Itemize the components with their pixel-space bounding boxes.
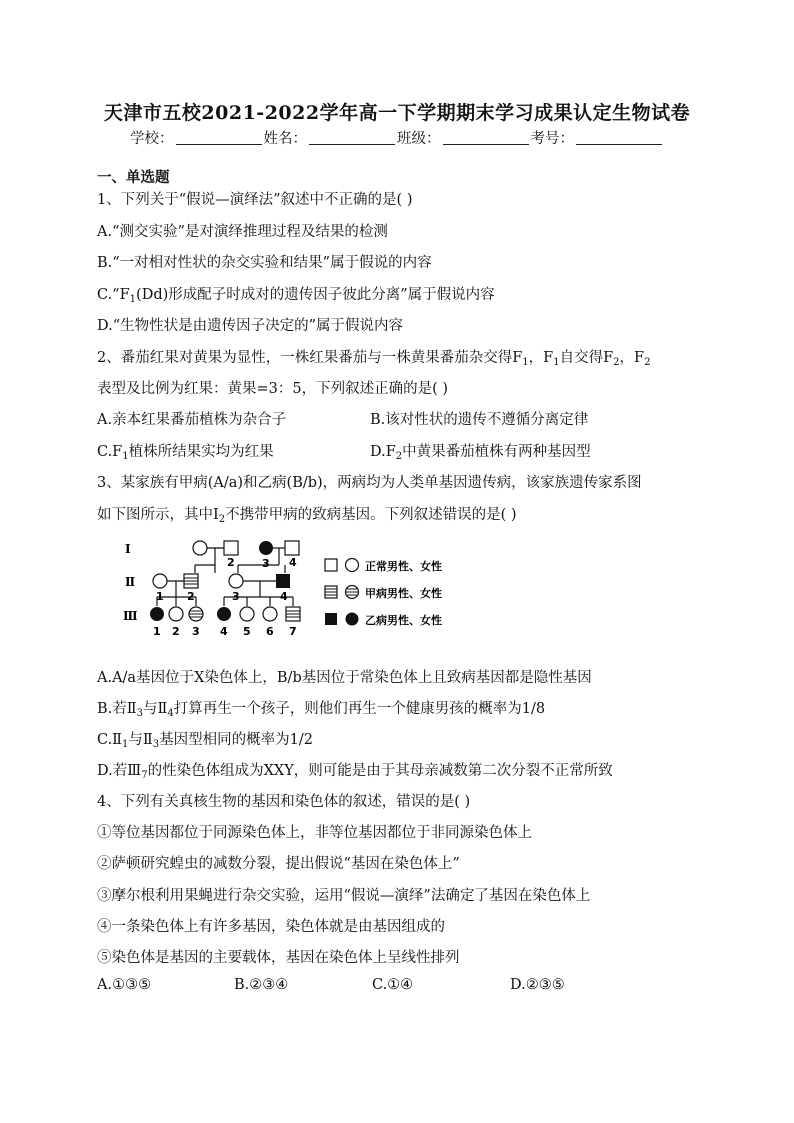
page-title: 天津市五校2021-2022学年高一下学期期末学习成果认定生物试卷: [103, 102, 691, 124]
pedigree-number: 1: [156, 590, 164, 603]
q3-c-text: 与Ⅱ: [128, 732, 153, 748]
q2-stem-text: ，F: [528, 350, 554, 366]
pedigree-disease-b-male: [276, 574, 290, 588]
q4-statement-4: ④一条染色体上有许多基因，染色体就是由基因组成的: [97, 919, 445, 935]
legend-disease-b-label: 乙病男性、女性: [365, 614, 442, 627]
q3-b-text: 与Ⅱ: [143, 701, 168, 717]
gen-label-2: Ⅱ: [125, 575, 136, 589]
class-blank[interactable]: [443, 130, 529, 145]
q2-c-text: C.F: [97, 444, 123, 460]
q1-stem: 1、下列关于“假说—演绎法”叙述中不正确的是( ): [97, 192, 413, 208]
q4-option-a[interactable]: A.①③⑤: [97, 977, 152, 993]
q2-option-a[interactable]: A.亲本红果番茄植株为杂合子: [97, 412, 287, 428]
legend-normal-female: [346, 559, 359, 572]
pedigree-disease-b-female: [150, 607, 164, 621]
q3-c-sub: 1: [122, 739, 129, 750]
q1-option-a[interactable]: A.“测交实验”是对演绎推理过程及结果的检测: [97, 224, 388, 240]
pedigree-disease-b-female: [259, 541, 273, 555]
student-info-line: [0, 127, 794, 148]
pedigree-number: 7: [289, 625, 297, 638]
class-label: 班级：: [397, 131, 441, 147]
q2-d-text-2: 中黄果番茄植株有两种基因型: [402, 444, 591, 460]
pedigree-normal-male: [285, 541, 299, 555]
section-heading: 一、单选题: [97, 169, 170, 186]
pedigree-number: 3: [262, 557, 270, 570]
name-blank[interactable]: [309, 130, 395, 145]
pedigree-disease-b-female: [217, 607, 231, 621]
legend-normal-label: 正常男性、女性: [365, 560, 442, 573]
q3-option-d[interactable]: [97, 759, 613, 780]
pedigree-number: 3: [192, 625, 200, 638]
q2-stem-text: 自交得F: [559, 350, 614, 366]
q3-d-text: 的性染色体组成为XXY，则可能是由于其母亲减数第二次分裂不正常所致: [147, 763, 613, 779]
q2-c-text-2: 植株所结果实均为红果: [128, 444, 274, 460]
q3-b-sub: 4: [167, 708, 174, 719]
pedigree-normal-female: [229, 574, 243, 588]
q3-d-text: D.若Ⅲ: [97, 763, 142, 779]
pedigree-normal-female: [263, 607, 277, 621]
q1-c-sub: 1: [129, 294, 137, 305]
q4-statement-2: ②萨顿研究蝗虫的减数分裂，提出假说“基因在染色体上”: [97, 856, 460, 872]
legend-normal-male: [325, 559, 337, 571]
q4-option-c[interactable]: C.①④: [372, 977, 414, 993]
q1-option-d[interactable]: D.“生物性状是由遗传因子决定的”属于假说内容: [97, 318, 404, 334]
q4-statement-1: ①等位基因都位于同源染色体上，非等位基因都位于非同源染色体上: [97, 825, 532, 841]
exam-no-blank[interactable]: [576, 130, 662, 145]
q3-option-c[interactable]: [97, 728, 313, 749]
q2-option-d[interactable]: [370, 440, 591, 461]
pedigree-normal-female: [240, 607, 254, 621]
q1-option-b[interactable]: B.“一对相对性状的杂交实验和结果”属于假说的内容: [97, 255, 432, 271]
pedigree-number: 2: [227, 556, 235, 569]
gen-label-3: Ⅲ: [123, 609, 138, 623]
q2-stem-text: 2、番茄红果对黄果为显性，一株红果番茄与一株黄果番茄杂交得F: [97, 350, 523, 366]
pedigree-number: 4: [280, 590, 288, 603]
pedigree-normal-female: [193, 541, 207, 555]
gen-label-1: Ⅰ: [125, 542, 131, 556]
pedigree-normal-female: [153, 574, 167, 588]
q3-b-sub: 3: [136, 708, 143, 719]
q1-c-text: C.“F: [97, 287, 130, 303]
legend-disease-a-label: 甲病男性、女性: [365, 587, 442, 600]
q4-option-b[interactable]: B.②③④: [234, 977, 289, 993]
q2-sub: 2: [644, 357, 651, 368]
q2-d-sub: 2: [395, 451, 403, 462]
q3-stem-line1: 3、某家族有甲病(A/a)和乙病(B/b)，两病均为人类单基因遗传病，该家族遗传家系图: [97, 475, 642, 491]
q3-option-b[interactable]: [97, 697, 545, 718]
q3-stem-line2: [97, 503, 517, 524]
pedigree-number: 1: [153, 625, 161, 638]
q2-stem-text: ，F: [619, 350, 645, 366]
school-label: 学校：: [130, 131, 174, 147]
q4-option-d[interactable]: D.②③⑤: [510, 977, 565, 993]
q3-c-text: C.Ⅱ: [97, 732, 123, 748]
legend-disease-b-male: [325, 613, 337, 625]
q2-option-c[interactable]: [97, 440, 274, 461]
q3-d-sub: 7: [141, 770, 148, 781]
q3-c-text: 基因型相同的概率为1/2: [159, 732, 313, 748]
name-label: 姓名：: [263, 131, 307, 147]
q2-sub: 1: [553, 357, 560, 368]
q3-stem-sub: 2: [218, 514, 226, 525]
q3-option-a[interactable]: A.A/a基因位于X染色体上，B/b基因位于常染色体上且致病基因都是隐性基因: [97, 670, 592, 686]
q1-c-text-2: (Dd)形成配子时成对的遗传因子彼此分离”属于假说内容: [136, 287, 495, 303]
pedigree-number: 4: [220, 625, 228, 638]
q4-statement-5: ⑤染色体是基因的主要载体，基因在染色体上呈线性排列: [97, 950, 460, 966]
q3-stem-text-2: 不携带甲病的致病基因。下列叙述错误的是( ): [225, 507, 517, 523]
pedigree-number: 2: [187, 590, 195, 603]
pedigree-number: 5: [243, 625, 251, 638]
q2-stem-line1: [97, 346, 650, 367]
pedigree-chart: [120, 533, 460, 643]
q2-sub: 1: [522, 357, 529, 368]
q2-stem-line2: 表型及比例为红果：黄果=3：5，下列叙述正确的是( ): [97, 381, 449, 397]
q2-d-text: D.F: [370, 444, 396, 460]
q3-stem-text: 如下图所示，其中Ⅰ: [97, 507, 219, 523]
pedigree-number: 6: [266, 625, 274, 638]
q2-option-b[interactable]: B.该对性状的遗传不遵循分离定律: [370, 412, 589, 428]
q4-statement-3: ③摩尔根利用果蝇进行杂交实验，运用“假说—演绎”法确定了基因在染色体上: [97, 888, 591, 904]
pedigree-number: 3: [232, 590, 240, 603]
q1-option-c[interactable]: [97, 283, 495, 304]
q2-c-sub: 1: [122, 451, 129, 462]
pedigree-normal-female: [169, 607, 183, 621]
legend-disease-b-female: [346, 613, 359, 626]
pedigree-normal-male: [224, 541, 238, 555]
exam-no-label: 考号：: [530, 131, 574, 147]
q3-b-text: B.若Ⅱ: [97, 701, 137, 717]
q2-sub: 2: [613, 357, 620, 368]
school-blank[interactable]: [176, 130, 262, 145]
pedigree-number: 2: [172, 625, 180, 638]
q4-stem: 4、下列有关真核生物的基因和染色体的叙述，错误的是( ): [97, 794, 471, 810]
pedigree-number: 4: [289, 556, 297, 569]
q3-b-text: 打算再生一个孩子，则他们再生一个健康男孩的概率为1/8: [173, 701, 546, 717]
q3-c-sub: 3: [152, 739, 160, 750]
